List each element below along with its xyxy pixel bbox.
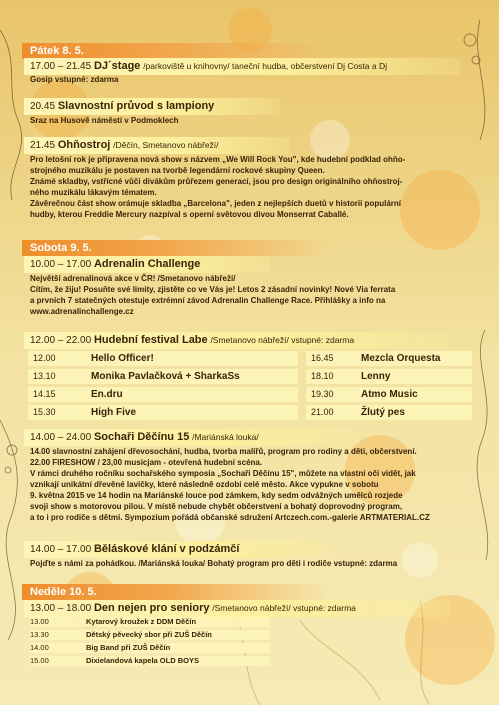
lineup-time: 15.30 xyxy=(33,407,56,417)
event-description-line: Závěrečnou část show orámuje skladba „Barcelona", jeden z nejlepších duetů v historii populární xyxy=(30,199,401,208)
lineup-artist: Žlutý pes xyxy=(361,407,405,418)
event-time: 14.00 – 24.00 xyxy=(30,432,92,443)
day-header-saturday: Sobota 9. 5. xyxy=(22,240,330,256)
program-time: 14.00 xyxy=(30,643,49,652)
event-time: 21.45 xyxy=(30,140,56,151)
lineup-time: 12.00 xyxy=(33,353,56,363)
event-seniors-day xyxy=(24,600,450,617)
event-description-line: vznikají unikátní dřevěné lavičky, které následně ozdobí celé město. Akce vypukne v sobotu xyxy=(30,480,379,489)
lineup-artist: Hello Officer! xyxy=(91,353,154,364)
event-description-line: www.adrenalinchallenge.cz xyxy=(30,307,134,316)
event-subtitle: /Mariánská louka/ xyxy=(192,432,259,442)
event-time: 13.00 – 18.00 xyxy=(30,603,92,614)
lineup-artist: Mezcla Orquesta xyxy=(361,353,441,364)
program-row xyxy=(30,617,270,627)
lineup-row xyxy=(306,369,472,384)
program-name: Dixielandová kapela OLD BOYS xyxy=(86,656,199,665)
program-row xyxy=(30,630,270,640)
lineup-time: 19.30 xyxy=(311,389,334,399)
program-time: 13.00 xyxy=(30,617,49,626)
event-title: Běláskové klání v podzámčí xyxy=(93,543,240,555)
event-description-line: hudby, kterou Freddie Mercury nazpíval s operní světovou divou Monserrat Caballé. xyxy=(30,210,349,219)
event-description-line: ného muzikálu lákavým tématem. xyxy=(30,188,157,197)
program-time: 15.00 xyxy=(30,656,49,665)
lineup-row xyxy=(28,405,298,420)
event-description-line: 9. května 2015 ve 14 hodin na Mariánské louce pod zámkem, kdy sedm odvážných umělců rozjede xyxy=(30,491,403,500)
lineup-artist: En.dru xyxy=(91,389,123,400)
lineup-time: 16.45 xyxy=(311,353,334,363)
day-header-sunday: Neděle 10. 5. xyxy=(22,584,330,600)
event-subtitle: /parkoviště u knihovny/ taneční hudba, občerstvení Dj Costa a Dj xyxy=(143,61,388,71)
event-time: 17.00 – 21.45 xyxy=(30,61,92,72)
event-subtitle: /Smetanovo nábřeží/ vstupné: zdarma xyxy=(212,603,356,613)
event-description-line: svoji show s motorovou pilou. V místě nebude chybět občerstvení a bohatý doprovodný program, xyxy=(30,502,403,511)
event-description-line: a to i pro rodiče s dětmi. Sympozium pořádá občanské sdružení Artczech.com.-galerie ARTMATERIAL.CZ xyxy=(30,513,430,522)
event-time: 14.00 – 17.00 xyxy=(30,544,92,555)
lineup-artist: Lenny xyxy=(361,371,391,382)
event-belasek xyxy=(24,541,330,558)
lineup-row xyxy=(28,351,298,366)
event-time: 10.00 – 17.00 xyxy=(30,259,92,270)
event-description-line: 22.00 FIRESHOW / 23,00 musicjam - otevřená hudební scéna. xyxy=(30,458,263,467)
lineup-row xyxy=(306,387,472,402)
program-row xyxy=(30,643,270,653)
event-title: DJ´stage xyxy=(93,60,141,72)
event-time: 12.00 – 22.00 xyxy=(30,335,92,346)
event-subtitle: /Smetanovo nábřeží/ vstupné: zdarma xyxy=(210,335,355,345)
program-row xyxy=(30,656,270,666)
lineup-row xyxy=(28,387,298,402)
lineup-artist: Monika Pavlačková + SharkaSs xyxy=(91,371,240,382)
lineup-artist: High Five xyxy=(91,407,137,418)
event-title: Den nejen pro seniory xyxy=(93,602,210,614)
event-description-line: 14.00 slavnostní zahájení dřevosochání, hudba, tvorba malířů, program pro rodiny a děti, občerstvení. xyxy=(30,447,417,456)
day-header-friday: Pátek 8. 5. xyxy=(22,43,330,59)
event-detail: Pojďte s námi za pohádkou. /Mariánská louka/ Bohatý program pro děti i rodiče vstupné: zdarma xyxy=(30,559,398,568)
lineup-time: 21.00 xyxy=(311,407,334,417)
event-title: Hudební festival Labe xyxy=(93,334,208,346)
event-detail: Sraz na Husově náměstí v Podmoklech xyxy=(30,116,179,125)
event-title: Slavnostní průvod s lampiony xyxy=(57,100,215,112)
event-title: Sochaři Děčínu 15 xyxy=(93,431,190,443)
event-description-line: Pro letošní rok je připravena nová show s názvem „We Will Rock You", kde hudební podklad ohňo- xyxy=(30,155,406,164)
event-title: Adrenalin Challenge xyxy=(93,258,201,270)
event-time: 20.45 xyxy=(30,101,56,112)
event-adrenalin-challenge xyxy=(24,256,270,273)
event-detail: Gosip vstupné: zdarma xyxy=(30,75,119,84)
event-description-line: Známé skladby, vstřícné vůči divákům průřezem generací, jsou pro design originálního ohňostroj- xyxy=(30,177,403,186)
event-sculptors xyxy=(24,429,360,446)
event-description-line: Cítím, že žiju! Posuňte své limity, zjistěte co ve Vás je! Letos 2 zásadní novinky! Nové Via ferrata xyxy=(30,285,396,294)
event-description-line: strojného muzikálu je postaven na tvorbě legendární rockové skupiny Queen. xyxy=(30,166,325,175)
program-time: 13.30 xyxy=(30,630,49,639)
event-dj-stage xyxy=(24,58,460,75)
lineup-time: 14.15 xyxy=(33,389,56,399)
event-subtitle: /Děčín, Smetanovo nábřeží/ xyxy=(113,140,219,150)
event-fireworks xyxy=(24,137,290,154)
lineup-artist: Atmo Music xyxy=(361,389,418,400)
lineup-time: 13.10 xyxy=(33,371,56,381)
lineup-row xyxy=(28,369,298,384)
program-name: Dětský pěvecký sbor při ZUŠ Děčín xyxy=(86,630,212,639)
event-description-line: Největší adrenalinová akce v ČR! /Smetanovo nábřeží/ xyxy=(30,274,236,283)
lineup-row xyxy=(306,351,472,366)
program-name: Kytarový kroužek z DDM Děčín xyxy=(86,617,197,626)
event-music-festival xyxy=(24,332,450,349)
lineup-row xyxy=(306,405,472,420)
lineup-time: 18.10 xyxy=(311,371,334,381)
event-title: Ohňostroj xyxy=(57,139,111,151)
event-lantern-parade xyxy=(24,98,280,115)
event-description-line: a prvních 7 statečných otestuje extrémní závod Adrenalin Challenge Race. Přihlášky a info na xyxy=(30,296,386,305)
program-name: Big Band při ZUŠ Děčín xyxy=(86,643,171,652)
event-description-line: V rámci druhého ročníku sochařského symposia „Sochaři Děčínu 15", můžete na vlastní oči vidět, jak xyxy=(30,469,416,478)
